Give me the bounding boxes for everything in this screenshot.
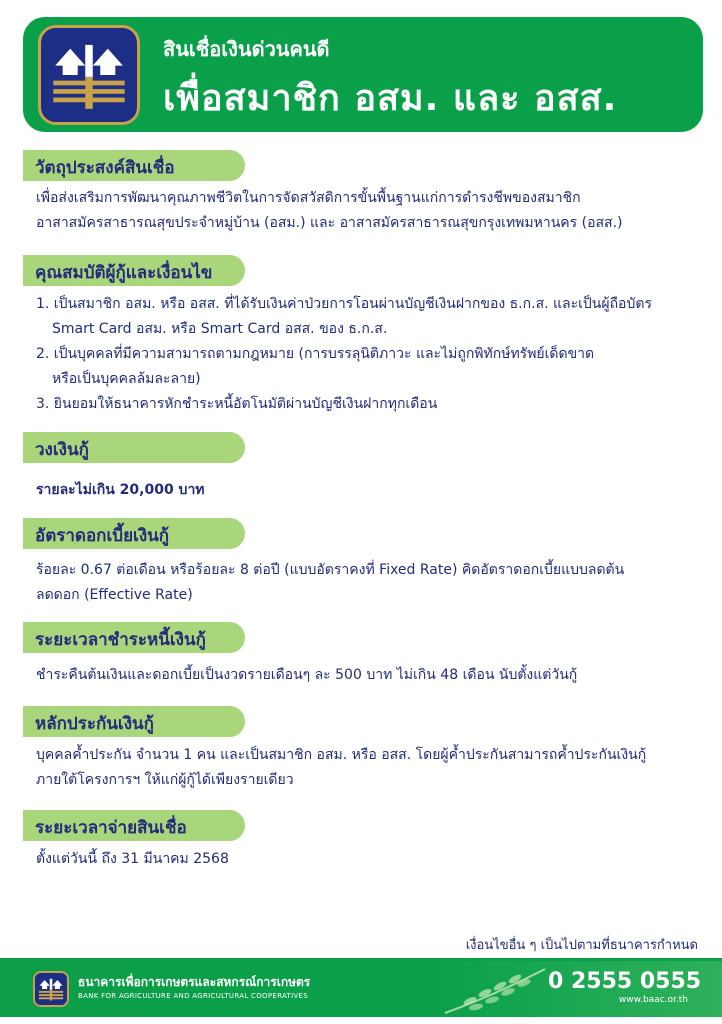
section-heading-purpose [23, 150, 245, 181]
section-body-collateral [36, 743, 696, 793]
header-banner [23, 17, 703, 132]
collateral-line: ภายใต้โครงการฯ ให้แก่ผู้กู้ได้เพียงรายเดียว [36, 772, 294, 788]
qualification-line: 2. เป็นบุคคลที่มีความสามารถตามกฎหมาย (การบรรลุนิติภาวะ และไม่ถูกพิทักษ์ทรัพย์เด็ดขาด [36, 346, 595, 362]
section-heading-collateral [23, 706, 245, 737]
section-heading-repayment-label: ระยะเวลาชำระหนี้เงินกู้ [35, 630, 206, 650]
qualification-line: หรือเป็นบุคคลล้มละลาย) [52, 371, 201, 387]
bank-name-english: BANK FOR AGRICULTURE AND AGRICULTURAL COOPERATIVES [78, 992, 309, 1000]
section-body-period [36, 847, 696, 872]
footer-logo-graphic [35, 973, 67, 1005]
period-line: ตั้งแต่วันนี้ ถึง 31 มีนาคม 2568 [36, 851, 229, 867]
contact-phone: 0 2555 0555 [548, 969, 702, 994]
rice-stalk-icon [440, 965, 550, 1015]
baac-logo-graphic [41, 28, 137, 122]
qualification-line: Smart Card อสม. หรือ Smart Card อสส. ของ ธ.ก.ส. [52, 321, 388, 337]
section-heading-collateral-label: หลักประกันเงินกู้ [35, 714, 154, 734]
section-body-repayment [36, 663, 696, 688]
header-title-line1: สินเชื่อเงินด่วนคนดี [163, 37, 330, 61]
section-heading-interest-label: อัตราดอกเบี้ยเงินกู้ [35, 526, 170, 546]
section-body-qualifications [36, 292, 696, 417]
section-heading-loan-amount-label: วงเงินกู้ [35, 440, 89, 460]
section-body-interest [36, 558, 696, 608]
section-body-purpose [36, 186, 696, 236]
section-body-loan-amount [36, 478, 696, 503]
footer-bottom-margin [0, 1017, 722, 1024]
interest-line: ร้อยละ 0.67 ต่อเดือน หรือร้อยละ 8 ต่อปี (แบบอัตราคงที่ Fixed Rate) คิดอัตราดอกเบี้ยแบบลดต้น [36, 562, 625, 578]
baac-logo-icon [33, 971, 69, 1007]
purpose-line: อาสาสมัครสาธารณสุขประจำหมู่บ้าน (อสม.) และ อาสาสมัครสาธารณสุขกรุงเทพมหานคร (อสส.) [36, 215, 623, 231]
purpose-line: เพื่อส่งเสริมการพัฒนาคุณภาพชีวิตในการจัดสวัสดิการขั้นพื้นฐานแก่การดำรงชีพของสมาชิก [36, 190, 581, 206]
qualification-line: 1. เป็นสมาชิก อสม. หรือ อสส. ที่ได้รับเงินค่าป่วยการโอนผ่านบัญชีเงินฝากของ ธ.ก.ส. และเป็นผู้ถือบัตร [36, 296, 652, 312]
section-heading-interest [23, 518, 245, 549]
section-heading-loan-amount [23, 432, 245, 463]
loan-amount-line: รายละไม่เกิน 20,000 บาท [36, 482, 205, 498]
header-title-line2: เพื่อสมาชิก อสม. และ อสส. [163, 78, 618, 119]
section-heading-qualifications [23, 255, 245, 286]
interest-line: ลดดอก (Effective Rate) [36, 587, 193, 603]
section-heading-period [23, 810, 245, 841]
baac-logo-icon [38, 25, 140, 125]
terms-note: เงื่อนไขอื่น ๆ เป็นไปตามที่ธนาคารกำหนด [465, 938, 698, 953]
qualification-line: 3. ยินยอมให้ธนาคารหักชำระหนี้อัตโนมัติผ่านบัญชีเงินฝากทุกเดือน [36, 396, 438, 412]
website-link[interactable]: www.baac.or.th [618, 995, 688, 1005]
bank-name-thai: ธนาคารเพื่อการเกษตรและสหกรณ์การเกษตร [78, 975, 311, 989]
section-heading-period-label: ระยะเวลาจ่ายสินเชื่อ [35, 818, 187, 838]
section-heading-qualifications-label: คุณสมบัติผู้กู้และเงื่อนไข [35, 263, 213, 283]
repayment-line: ชำระคืนต้นเงินและดอกเบี้ยเป็นงวดรายเดือนๆ ละ 500 บาท ไม่เกิน 48 เดือน นับตั้งแต่วันกู้ [36, 667, 578, 683]
footer-bar [0, 961, 722, 1017]
section-heading-repayment [23, 622, 245, 653]
collateral-line: บุคคลค้ำประกัน จำนวน 1 คน และเป็นสมาชิก อสม. หรือ อสส. โดยผู้ค้ำประกันสามารถค้ำประกันเงินกู้ [36, 747, 647, 763]
section-heading-purpose-label: วัตถุประสงค์สินเชื่อ [35, 158, 175, 178]
